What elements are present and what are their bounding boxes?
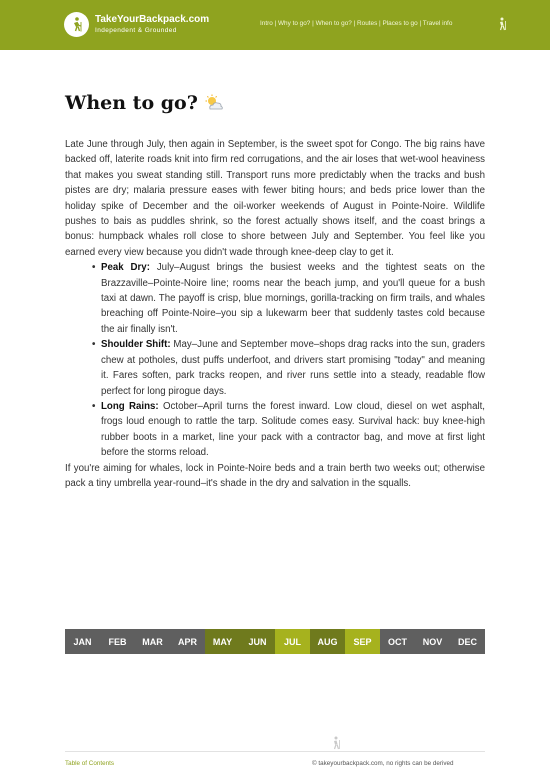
intro-paragraph: Late June through July, then again in September, is the sweet spot for Congo. The big rains have backed off, laterite roads knit into firm red corrugations, and the air loses that wet-wool heaviness that makes you sweat standing still. Transport runs more predictably when the tracks and bush pistes are dry; malaria pressure eases with fewer biting hours; and beds price lower than the holiday spike of December and the oil-worker weekends of August in Pointe-Noire. Wildlife pushes to bais as puddles shrink, so the forest actually shows itself, and the coast brings a bonus: humpback whales roll close to shore between July and September. You feel like you earned every view because you didn't wade through knee-deep clay to get it. (65, 139, 485, 258)
section-body (65, 137, 485, 491)
section-title-row (65, 92, 224, 114)
month-cell: MAR (135, 629, 170, 654)
month-cell: JUL (275, 629, 310, 654)
logo[interactable] (64, 12, 89, 37)
month-cell: OCT (380, 629, 415, 654)
month-cell: NOV (415, 629, 450, 654)
page-title: When to go? (65, 92, 198, 114)
month-cell: SEP (345, 629, 380, 654)
bullet-label: Shoulder Shift: (101, 339, 171, 351)
month-cell: APR (170, 629, 205, 654)
month-cell: JUN (240, 629, 275, 654)
month-cell: FEB (100, 629, 135, 654)
hiker-icon (496, 17, 508, 31)
list-item: • Peak Dry: July–August brings the busiest weeks and the tightest seats on the Brazzaville–Pointe-Noire line; rooms near the beach jump, and you'll queue for a bush taxi at dawn. The payoff is crisp, blue mornings, gorilla-tracking on firm trails, and whales breaching off Pointe-Noire–you sip a lukewarm beer that suddenly tastes cold because the air finally isn't. (92, 262, 485, 335)
month-cell: AUG (310, 629, 345, 654)
nav-item-places-to-go[interactable]: Places to go (382, 20, 418, 27)
nav-item-intro[interactable]: Intro (260, 20, 273, 27)
hiker-icon (330, 736, 342, 750)
outro-paragraph: If you're aiming for whales, lock in Pointe-Noire beds and a train berth two weeks out; otherwise pack a tiny umbrella year-round–it's shade in the dry and salvation in the squalls. (65, 462, 485, 489)
hiker-icon (68, 16, 85, 33)
list-item: • Long Rains: October–April turns the forest inward. Low cloud, diesel on wet asphalt, frogs loud enough to rattle the tarp. Solitude comes easy. Survival hack: buy knee-high rubber boots in a market, line your pack with a contractor bag, and move at first light before the storms reload. (92, 400, 485, 459)
month-cell: DEC (450, 629, 485, 654)
nav-item-why-to-go[interactable]: Why to go? (278, 20, 311, 27)
top-nav: Intro | Why to go? | When to go? | Routes | Places to go | Travel info (260, 20, 453, 27)
bullet-text: October–April turns the forest inward. Low cloud, diesel on wet asphalt, frogs loud enough to rattle the tarp. Solitude comes easy. Survival hack: buy knee-high rubber boots in a market, line your pack with a contractor bag, and move at first light before the storms reload. (101, 400, 485, 459)
list-item: • Shoulder Shift: May–June and September move–shops drag racks into the sun, graders chew at potholes, dust puffs underfoot, and drivers start promising "today" and meaning it. Fares soften, park tracks reopen, and river runs settle into a steady, readable flow perfect for long pirogue days. (92, 339, 485, 397)
month-cell: MAY (205, 629, 240, 654)
footer-divider (65, 751, 485, 752)
bullet-label: Long Rains: (101, 400, 159, 412)
table-of-contents-link[interactable]: Table of Contents (65, 760, 115, 767)
nav-item-when-to-go[interactable]: When to go? (315, 20, 352, 27)
copyright-text: © takeyourbackpack.com, no rights can be derived (312, 760, 454, 767)
season-list (65, 260, 485, 460)
bullet-text: July–August brings the busiest weeks and the tightest seats on the Brazzaville–Pointe-Noire line; rooms near the beach jump, and you'll queue for a bush taxi at dawn. The payoff is crisp, blue mornings, gorilla-tracking on firm trails, and whales breaching off Pointe-Noire–you sip a lukewarm beer that suddenly tastes cold because the air finally isn't. (101, 262, 485, 335)
bullet-label: Peak Dry: (101, 262, 150, 274)
brand-tagline: Independent & Grounded (95, 27, 177, 34)
brand-name: TakeYourBackpack.com (95, 14, 210, 25)
sun-cloud-icon (204, 94, 224, 112)
month-strip (65, 629, 485, 654)
page-header (0, 0, 550, 50)
month-cell: JAN (65, 629, 100, 654)
nav-item-travel-info[interactable]: Travel info (422, 20, 453, 27)
nav-item-routes[interactable]: Routes (357, 20, 378, 27)
bullet-text: May–June and September move–shops drag racks into the sun, graders chew at potholes, dust puffs underfoot, and drivers start promising "today" and meaning it. Fares soften, park tracks reopen, and river runs settle into a steady, readable flow perfect for long pirogue days. (101, 339, 485, 397)
